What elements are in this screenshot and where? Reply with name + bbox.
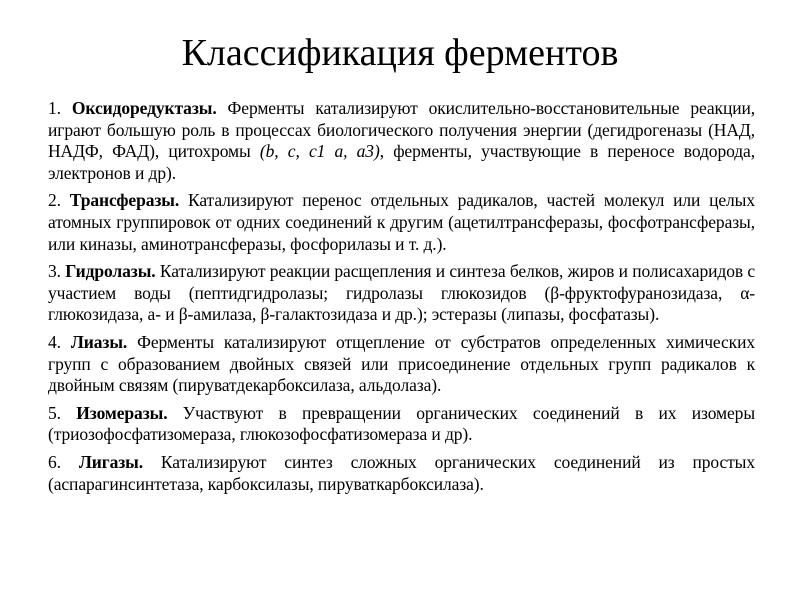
item-text: Участвуют в превращении органических соединений в их изомеры (триозофосфатизомераза, глюкозофосфатизомераза и др).	[48, 402, 755, 445]
item-name: Гидролазы.	[65, 261, 156, 282]
slide-title: Классификация ферментов	[181, 32, 619, 74]
item-name: Лиазы.	[70, 331, 128, 352]
item-number: 4.	[48, 331, 61, 352]
item-text: Катализируют перенос отдельных радикалов, частей молекул или целых атомных группировок от одних соединений к другим (ацетилтрансферазы, фосфотрансферазы, или киназы, аминотрансферазы, фосфорилазы и т. д.).	[48, 190, 755, 254]
enzyme-class-list	[48, 98, 755, 501]
item-number: 2.	[48, 190, 61, 211]
item-name: Оксидоредуктазы.	[71, 98, 217, 118]
item-number: 1.	[48, 98, 61, 118]
item-name: Лигазы.	[78, 451, 144, 472]
item-text: Катализируют реакции расщепления и синтеза белков, жиров и полисахаридов с участием воды (пептидгидролазы; гидролазы глюкозидов (β-фруктофуранозидаза, α-глюкозидаза, а- и β-амилаза, β-галактозидаза и др.); эстеразы (липазы, фосфатазы).	[48, 261, 755, 325]
item-text: Ферменты катализируют отщепление от субстратов определенных химических групп с образованием двойных связей или присоединение отдельных групп радикалов к двойным связям (пируватдекарбоксилаза, альдолаза).	[48, 331, 755, 396]
item-number: 3.	[48, 261, 61, 282]
item-italic-text: (b, c, c1 a, a3)	[259, 141, 380, 162]
list-item-transferases	[48, 190, 755, 255]
list-item-lyases	[48, 332, 755, 397]
list-item-ligases	[48, 452, 755, 495]
list-item-hydrolases	[48, 261, 755, 326]
item-text-continued: , ферменты, участвующие в переносе водорода, электронов и др).	[48, 141, 755, 183]
item-name: Изомеразы.	[76, 402, 168, 423]
list-item-isomerases	[48, 403, 755, 446]
item-text: Ферменты катализируют окислительно-восстановительные реакции, играют большую роль в процессах биологического получения энергии (дегидрогеназы (НАД, НАДФ, ФАД), цитохромы	[48, 98, 756, 162]
item-number: 6.	[48, 451, 61, 472]
item-number: 5.	[48, 402, 61, 423]
item-text: Катализируют синтез сложных органических соединений из простых (аспарагинсинтетаза, карбоксилазы, пируваткарбоксилаза).	[48, 451, 755, 494]
item-name: Трансферазы.	[69, 190, 180, 211]
list-item-oxidoreductases	[48, 98, 755, 184]
